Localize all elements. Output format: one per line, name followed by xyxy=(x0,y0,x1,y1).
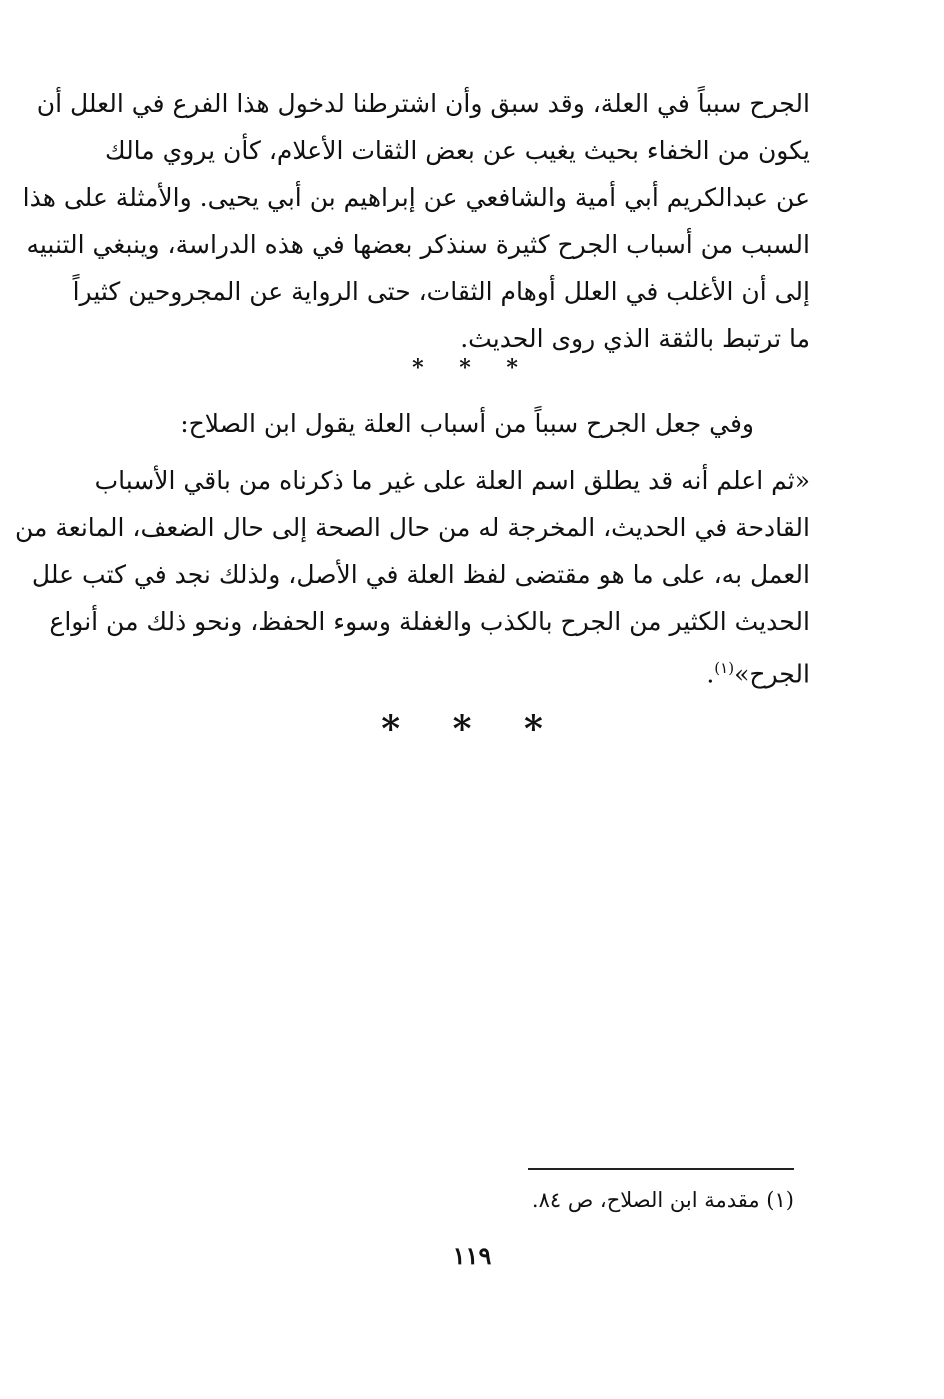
ibn-salah-quote xyxy=(15,457,810,692)
quote-intro-line: وفي جعل الجرح سبباً من أسباب العلة يقول ابن الصلاح: xyxy=(180,409,754,438)
text-line: السبب من أسباب الجرح كثيرة سنذكر بعضها في هذه الدراسة، وينبغي التنبيه xyxy=(26,230,810,259)
quote-line-final xyxy=(105,645,810,692)
text-line: عن عبدالكريم أبي أمية والشافعي عن إبراهيم بن أبي يحيى. والأمثلة على هذا xyxy=(22,183,810,212)
footnote-divider xyxy=(528,1168,794,1170)
text-line: ما ترتبط بالثقة الذي روى الحديث. xyxy=(460,324,810,353)
quote-line: «ثم اعلم أنه قد يطلق اسم العلة على غير ما ذكرناه من باقي الأسباب xyxy=(94,466,810,495)
text-line: إلى أن الأغلب في العلل أوهام الثقات، حتى الرواية عن المجروحين كثيراً xyxy=(72,277,810,306)
text-line: يكون من الخفاء بحيث يغيب عن بعض الثقات الأعلام، كأن يروي مالك xyxy=(105,136,810,165)
section-separator-large: * * * xyxy=(381,708,563,750)
end-punctuation: . xyxy=(706,659,715,689)
section-separator: * * * xyxy=(412,355,532,381)
page-number: ١١٩ xyxy=(452,1241,492,1270)
quote-final-text: الجرح» xyxy=(734,659,810,689)
quote-line: القادحة في الحديث، المخرجة له من حال الصحة إلى حال الضعف، المانعة من xyxy=(15,513,810,542)
paragraph-jarh-cause xyxy=(22,80,810,362)
footnote-reference: (١) xyxy=(714,659,735,677)
quote-line: الحديث الكثير من الجرح بالكذب والغفلة وسوء الحفظ، ونحو ذلك من أنواع xyxy=(49,607,810,636)
footnote-text: (١) مقدمة ابن الصلاح، ص ٨٤. xyxy=(531,1188,794,1212)
text-line: الجرح سبباً في العلة، وقد سبق وأن اشترطنا لدخول هذا الفرع في العلل أن xyxy=(36,89,810,118)
quote-line: العمل به، على ما هو مقتضى لفظ العلة في الأصل، ولذلك نجد في كتب علل xyxy=(31,560,810,589)
